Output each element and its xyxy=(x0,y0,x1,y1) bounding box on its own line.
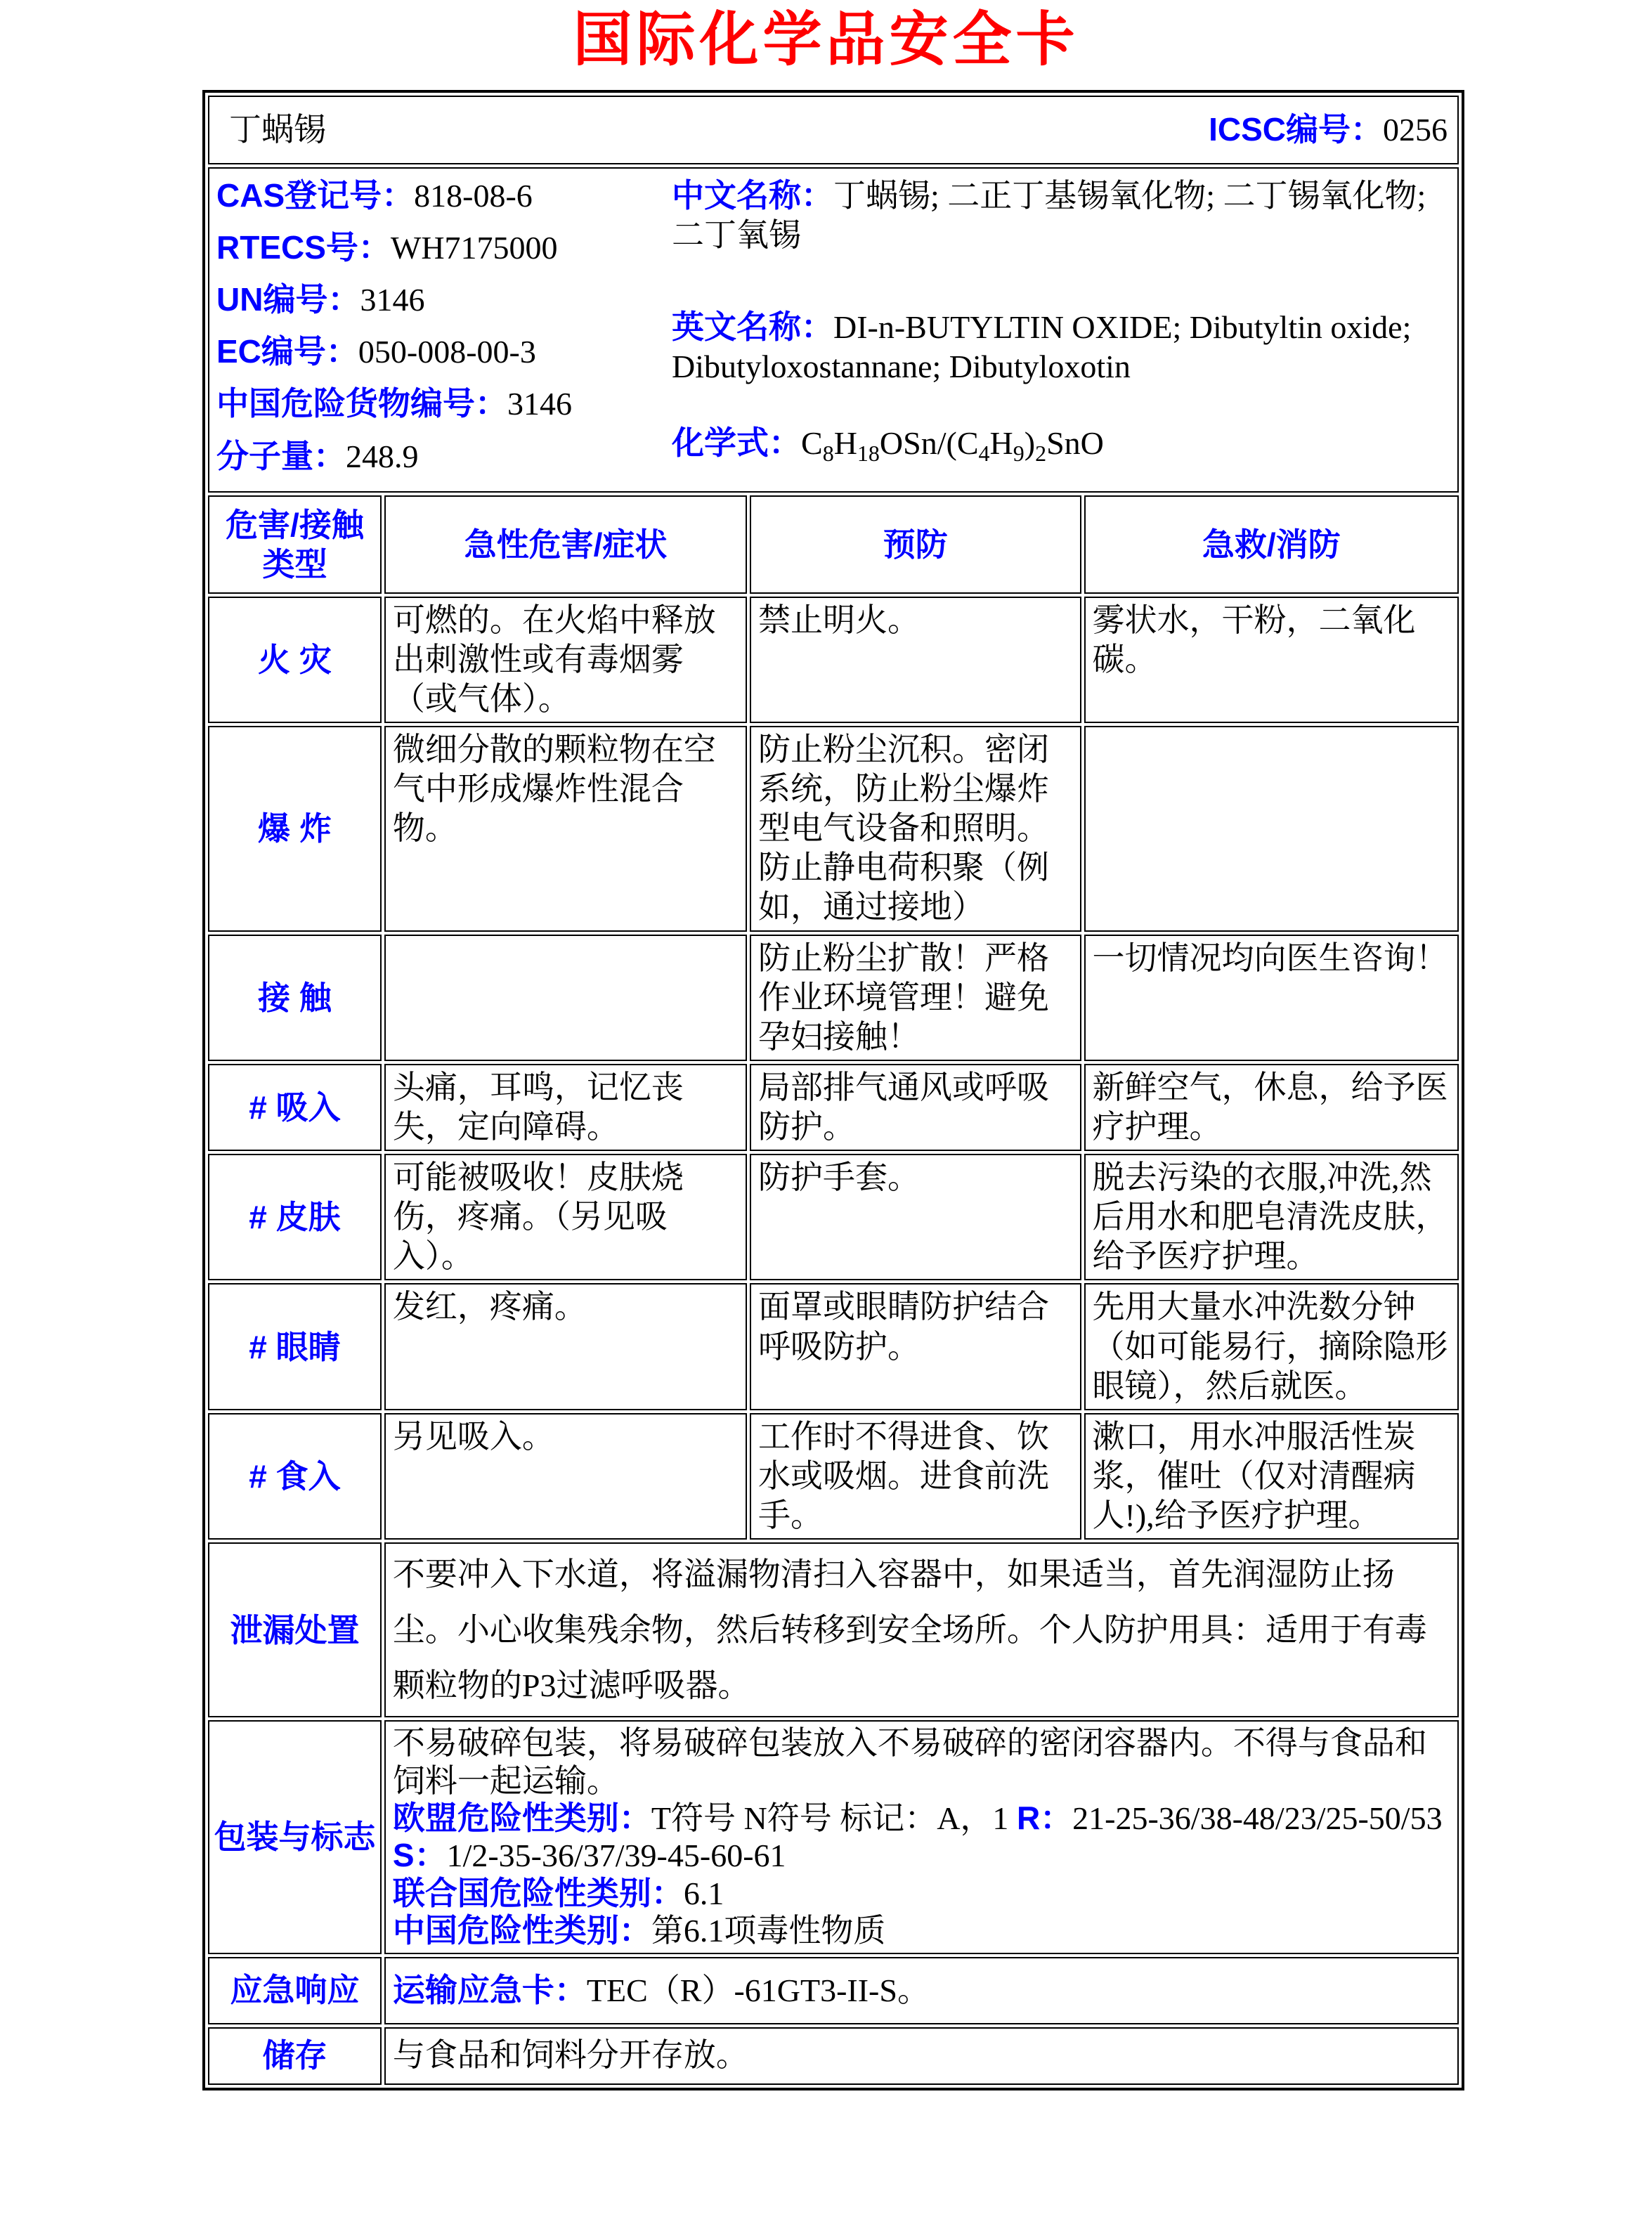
card-name-row xyxy=(208,96,1459,164)
packaging-cn-class-line xyxy=(393,1912,1450,1949)
row-storage xyxy=(208,2027,1459,2085)
cell-explosion-symptoms: 微细分散的颗粒物在空气中形成爆炸性混合物。 xyxy=(384,726,747,932)
header-prevention: 预防 xyxy=(750,495,1081,594)
cell-eyes-symptoms: 发红，疼痛。 xyxy=(384,1283,747,1410)
row-inhalation xyxy=(208,1064,1459,1151)
row-eyes-label: # 眼睛 xyxy=(208,1283,382,1410)
cell-ingestion-symptoms: 另见吸入。 xyxy=(384,1413,747,1540)
row-explosion xyxy=(208,726,1459,932)
icsc-card-table xyxy=(202,90,1464,2090)
card-name-cell xyxy=(208,96,1459,164)
row-eyes xyxy=(208,1283,1459,1410)
cas-value: 818-08-6 xyxy=(414,178,533,214)
english-names-label: 英文名称： xyxy=(672,308,833,346)
names-block xyxy=(672,171,1450,488)
header-acute-hazards: 急性危害/症状 xyxy=(384,495,747,594)
chemical-formula-value: $C_8H_{18}OSn/(C_4H_9)_2SnO$ xyxy=(801,425,1104,467)
ec-value: 050-008-00-3 xyxy=(358,334,536,370)
cell-ingestion-firstaid: 漱口，用水冲服活性炭浆，催吐（仅对清醒病人!),给予医疗护理。 xyxy=(1084,1413,1459,1540)
row-storage-label: 储存 xyxy=(208,2027,382,2085)
cell-spillage-text: 不要冲入下水道，将溢漏物清扫入容器中，如果适当，首先润湿防止扬尘。小心收集残余物，然后转移到安全场所。个人防护用具：适用于有毒颗粒物的P3过滤呼吸器。 xyxy=(384,1542,1459,1717)
cas-label: CAS登记号： xyxy=(216,177,415,214)
s-phrases-label: S： xyxy=(392,1837,447,1874)
row-skin xyxy=(208,1154,1459,1280)
rtecs-label: RTECS号： xyxy=(216,229,391,266)
chemical-formula-line xyxy=(672,423,1450,467)
packaging-intro: 不易破碎包装，将易破碎包装放入不易破碎的密闭容器内。不得与食品和饲料一起运输。 xyxy=(392,1725,1427,1799)
cell-emergency-text xyxy=(384,1957,1459,2024)
english-names-line xyxy=(672,307,1450,386)
identification-row xyxy=(208,167,1459,493)
un-class-label: 联合国危险性类别： xyxy=(392,1874,684,1911)
row-skin-label: # 皮肤 xyxy=(208,1154,382,1280)
eu-class-symbols: T符号 N符号 标记：A，1 xyxy=(651,1800,1017,1837)
row-spillage-label: 泄漏处置 xyxy=(208,1542,382,1717)
row-emergency-label: 应急响应 xyxy=(208,1957,382,2024)
icsc-number-label: ICSC编号： xyxy=(1209,111,1383,148)
page-title: 国际化学品安全卡 xyxy=(573,8,1079,73)
cas-number-line xyxy=(216,176,672,216)
row-ingestion xyxy=(208,1413,1459,1540)
cell-explosion-prevention: 防止粉尘沉积。密闭系统，防止粉尘爆炸型电气设备和照明。防止静电荷积聚（例如，通过接地） xyxy=(750,726,1081,932)
identification-cell xyxy=(208,167,1459,493)
cn-class-label: 中国危险性类别： xyxy=(392,1912,651,1949)
cn-goods-number-line xyxy=(216,384,672,424)
r-phrases-value: 21-25-36/38-48/23/25-50/53 xyxy=(1072,1800,1443,1837)
un-value: 3146 xyxy=(360,282,425,318)
registry-numbers-block xyxy=(216,171,672,488)
row-packaging-label: 包装与标志 xyxy=(208,1720,382,1953)
cell-ingestion-prevention: 工作时不得进食、饮水或吸烟。进食前洗手。 xyxy=(750,1413,1081,1540)
molecular-weight-line xyxy=(216,436,672,476)
hazard-table-header-row xyxy=(208,495,1459,594)
cell-exposure-symptoms xyxy=(384,935,747,1061)
row-emergency-response xyxy=(208,1957,1459,2024)
cell-skin-firstaid: 脱去污染的衣服,冲洗,然后用水和肥皂清洗皮肤，给予医疗护理。 xyxy=(1084,1154,1459,1280)
icsc-number xyxy=(1209,110,1448,150)
cell-fire-prevention: 禁止明火。 xyxy=(750,597,1081,723)
cn-goods-label: 中国危险货物编号： xyxy=(216,385,507,422)
ec-number-line xyxy=(216,332,672,372)
header-first-aid: 急救/消防 xyxy=(1084,495,1459,594)
chinese-names-value: 丁蜗锡; 二正丁基锡氧化物; 二丁锡氧化物; 二丁氧锡 xyxy=(672,178,1426,254)
packaging-un-class-line xyxy=(393,1875,1450,1912)
cell-inhalation-prevention: 局部排气通风或呼吸防护。 xyxy=(750,1064,1081,1151)
row-inhalation-label: # 吸入 xyxy=(208,1064,382,1151)
molecular-weight-value: 248.9 xyxy=(346,438,419,474)
molecular-weight-label: 分子量： xyxy=(216,437,346,474)
icsc-number-value: 0256 xyxy=(1383,112,1448,148)
row-spillage xyxy=(208,1542,1459,1717)
eu-class-label: 欧盟危险性类别： xyxy=(392,1800,651,1837)
cell-exposure-firstaid: 一切情况均向医生咨询！ xyxy=(1084,935,1459,1061)
row-ingestion-label: # 食入 xyxy=(208,1413,382,1540)
cell-explosion-firstaid xyxy=(1084,726,1459,932)
chinese-names-label: 中文名称： xyxy=(672,177,833,214)
cell-fire-symptoms: 可燃的。在火焰中释放出刺激性或有毒烟雾（或气体）。 xyxy=(384,597,747,723)
ec-label: EC编号： xyxy=(216,333,358,370)
chemical-name: 丁蜗锡 xyxy=(229,111,326,148)
cell-skin-symptoms: 可能被吸收！皮肤烧伤，疼痛。（另见吸入）。 xyxy=(384,1154,747,1280)
chinese-names-line xyxy=(672,176,1450,255)
rtecs-number-line xyxy=(216,228,672,268)
un-class-value: 6.1 xyxy=(683,1875,724,1911)
cell-inhalation-firstaid: 新鲜空气，休息，给予医疗护理。 xyxy=(1084,1064,1459,1151)
cn-goods-value: 3146 xyxy=(507,386,572,422)
cell-storage-text: 与食品和饲料分开存放。 xyxy=(384,2027,1459,2085)
row-fire xyxy=(208,597,1459,723)
r-phrases-label: R： xyxy=(1016,1800,1073,1837)
row-explosion-label: 爆 炸 xyxy=(208,726,382,932)
cell-skin-prevention: 防护手套。 xyxy=(750,1154,1081,1280)
english-names-value: DI-n-BUTYLTIN OXIDE; Dibutyltin oxide; Dibutyloxostannane; Dibutyloxotin xyxy=(672,309,1412,385)
row-fire-label: 火 灾 xyxy=(208,597,382,723)
chemical-formula-label: 化学式： xyxy=(672,424,801,462)
cell-fire-firstaid: 雾状水，干粉，二氧化碳。 xyxy=(1084,597,1459,723)
row-packaging xyxy=(208,1720,1459,1953)
cn-class-value: 第6.1项毒性物质 xyxy=(651,1913,886,1949)
cell-eyes-prevention: 面罩或眼睛防护结合呼吸防护。 xyxy=(750,1283,1081,1410)
header-hazard-type: 危害/接触 类型 xyxy=(208,495,382,594)
cell-inhalation-symptoms: 头痛，耳鸣，记忆丧失，定向障碍。 xyxy=(384,1064,747,1151)
transport-card-value: TEC（R）-61GT3-II-S。 xyxy=(586,1972,930,2008)
transport-card-label: 运输应急卡： xyxy=(392,1971,587,2008)
rtecs-value: WH7175000 xyxy=(390,230,558,266)
packaging-eu-class-line xyxy=(393,1800,1450,1875)
row-exposure-label: 接 触 xyxy=(208,935,382,1061)
un-label: UN编号： xyxy=(216,281,360,318)
cell-exposure-prevention: 防止粉尘扩散！严格作业环境管理！避免孕妇接触！ xyxy=(750,935,1081,1061)
row-exposure xyxy=(208,935,1459,1061)
cell-eyes-firstaid: 先用大量水冲洗数分钟（如可能易行，摘除隐形眼镜），然后就医。 xyxy=(1084,1283,1459,1410)
s-phrases-value: 1/2-35-36/37/39-45-60-61 xyxy=(446,1838,786,1874)
cell-packaging-text xyxy=(384,1720,1459,1953)
un-number-line xyxy=(216,280,672,320)
